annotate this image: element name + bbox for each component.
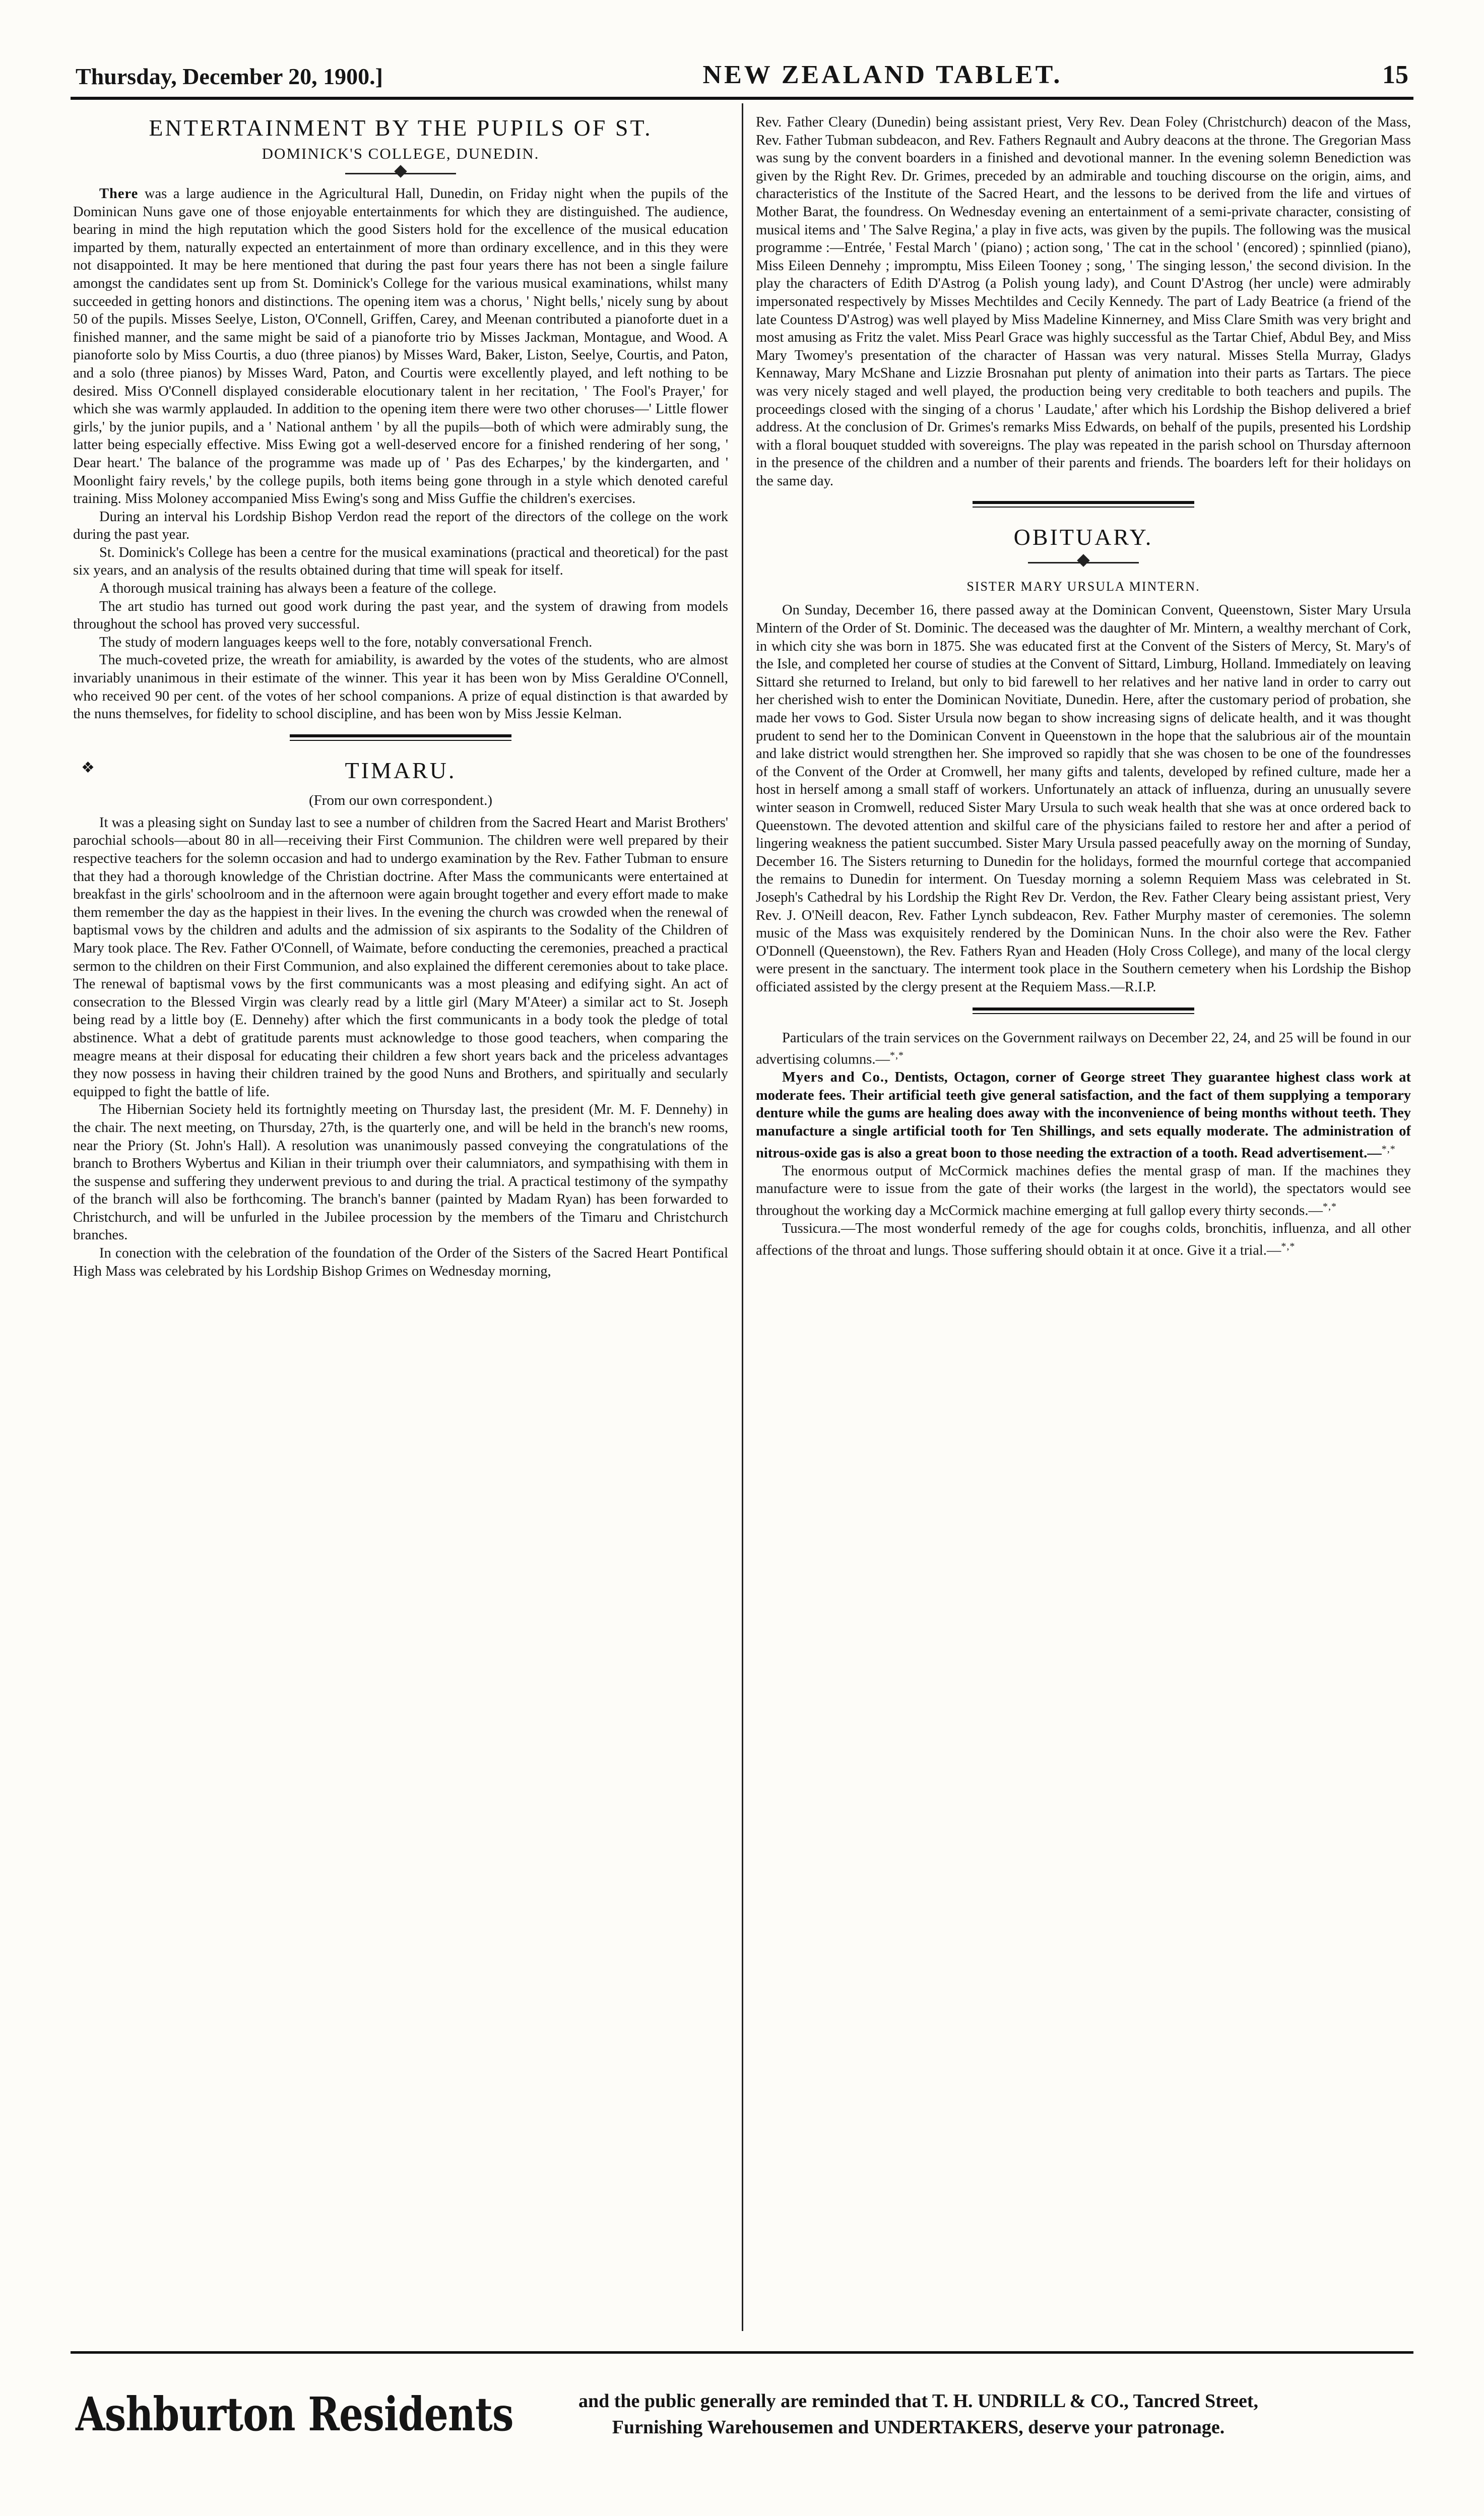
asterism: *,* (889, 1050, 904, 1061)
ornament-divider (73, 163, 728, 185)
left-column (73, 113, 728, 2321)
asterism: *,* (1322, 1201, 1337, 1212)
paragraph-continued: Rev. Father Cleary (Dunedin) being assistant priest, Very Rev. Dean Foley (Christchurch) deacon of the Mass, Rev. Father Tubman subdeacon, and Rev. Fathers Regnault and Aubry deacons at the throne. The Gregorian Mass was sung by the convent boarders in a finished and devotional manner. In the evening solemn Benediction was given by the Right Rev. Dr. Grimes, preceded by an admirable and touching discourse on the origin, aims, and characteristics of the Institute of the Sacred Heart, and the lessons to be derived from the life and virtues of Mother Barat, the foundress. On Wednesday evening an entertainment of a semi-private character, consisting of musical items and ' The Salve Regina,' a play in five acts, was given by the pupils. The following was the musical programme :—Entrée, ' Festal March ' (piano) ; action song, ' The cat in the school ' (encored) ; spinnlied (piano), Miss Eileen Dennehy ; impromptu, Miss Eileen Tooney ; song, ' The singing lesson,' the second division. In the play the characters of Edith D'Astrog (a Polish young lady), and Count D'Astrog (her uncle) were admirably impersonated respectively by Misses Mechtildes and Cecily Kennedy. The part of Lady Beatrice (a friend of the late Countess D'Astrog) was well played by Miss Madeline Kinnerney, and Miss Clare Smith was very bright and most amusing as Fritz the valet. Miss Pearl Grace was highly successful as the Tartar Chief, Abdul Bey, and Miss Mary Twomey's presentation of the character of Hassan was very natural. Misses Stella Murray, Gladys Kennaway, Mary McShane and Lizzie Brosnahan put plenty of animation into their parts as Tartars. The piece was very nicely staged and well played, the production being very creditable to both teachers and pupils. The proceedings closed with the singing of a chorus ' Laudate,' after which his Lordship the Bishop delivered a brief address. At the conclusion of Dr. Grimes's remarks Miss Edwards, on behalf of the pupils, presented his Lordship with a floral bouquet studded with sovereigns. The play was repeated in the parish school on Thursday afternoon in the presence of the children and a number of their parents and friends. The boarders left for their holidays on the same day. (756, 114, 1411, 489)
article-entertainment (73, 113, 728, 723)
article-obituary (756, 523, 1411, 996)
notice: Particulars of the train services on the Government railways on December 22, 24, and 25 will be found in our advertising columns.—*,* (756, 1030, 1411, 1067)
running-header (76, 29, 1408, 90)
ad-line: and the public generally are reminded that T. H. UNDRILL & CO., Tancred Street, (578, 2391, 1259, 2412)
paragraph: In conection with the celebration of the foundation of the Order of the Sisters of the Sacred Heart Pontifical High Mass was celebrated by his Lordship Bishop Grimes on Wednesday morning, (73, 1245, 728, 1279)
article-subtitle: DOMINICK'S COLLEGE, DUNEDIN. (262, 145, 540, 162)
paragraph: The much-coveted prize, the wreath for amiability, is awarded by the votes of the students, who are almost invariably unanimous in their estimate of the winner. This year it has been won by Miss Geraldine O'Connell, who received 90 per cent. of the votes of her school companions. A prize of equal distinction is that awarded by the nuns themselves, for fidelity to school discipline, and has been won by Miss Jessie Kelman. (73, 652, 728, 722)
paragraph: The art studio has turned out good work during the past year, and the system of drawing from models throughout the school has proved very successful. (73, 598, 728, 633)
footer-rule (71, 2351, 1413, 2354)
asterism: *,* (1381, 1143, 1396, 1155)
footer-advertisement (76, 2369, 1408, 2460)
paragraph: It was a pleasing sight on Sunday last to see a number of children from the Sacred Heart and Marist Brothers' parochial schools—about 80 in all—receiving their First Communion. The children were well prepared by their respective teachers for the solemn occasion and had to undergo examination by the Rev. Father Tubman to ensure that they had a thorough knowledge of the Christian doctrine. After Mass the communicants were entertained at breakfast in the girls' schoolroom and in the afternoon were again brought together and every effort made to make them remember the day as the happiest in their lives. In the evening the church was crowded when the renewal of baptismal vows by the children and adults and the admission of six aspirants to the Sodality of the Children of Mary took place. The Rev. Father O'Connell, of Waimate, before conducting the ceremonies, preached a practical sermon to the children on their First Communion, and also explained the different ceremonies about to take place. The renewal of baptismal vows by the first communicants was a most pleasing and edifying sight. An act of consecration to the Blessed Virgin was clearly read by a little girl (Mary M'Ateer) a similar act to St. Joseph being read by a little boy (E. Dennehy) after which the first communicants in a body took the pledge of total abstinence. What a debt of gratitude parents must acknowledge to those good teachers, when comparing the meagre means at their disposal for educating their children a few short years back and the priceless advantages they now possess in having their children trained by the good Nuns and Brothers, and spiritually and secularly equipped to fight the battle of life. (73, 814, 728, 1100)
page-number: 15 (1382, 60, 1408, 89)
section-rule (290, 734, 511, 741)
paragraph: St. Dominick's College has been a centre for the musical examinations (practical and theoretical) for the past six years, and an analysis of the results obtained during that time will speak for itself. (73, 544, 728, 579)
obituary-subhead: SISTER MARY URSULA MINTERN. (966, 579, 1200, 594)
notices (756, 1029, 1411, 1260)
article-title: TIMARU. (345, 757, 457, 783)
asterism: *,* (1281, 1240, 1296, 1252)
notice: The enormous output of McCormick machines defies the mental grasp of man. If the machines they manufacture were to issue from the gate of their works (the largest in the world), the spectators would see throughout the working day a McCormick machine emerging at full gallop every thirty seconds.—*,* (756, 1163, 1411, 1219)
paragraph: On Sunday, December 16, there passed away at the Dominican Convent, Queenstown, Sister Mary Ursula Mintern of the Order of St. Dominic. The deceased was the daughter of Mr. Mintern, a wealthy merchant of Cork, in which city she was born in 1875. She was educated first at the Convent of the Sisters of Mercy, St. Mary's of the Isle, and completed her course of studies at the Convent of Sittard, Limburg, Holland. Immediately on leaving Sittard she returned to Ireland, but only to bid farewell to her relatives and her native land in order to carry out her cherished wish to enter the Dominican Novitiate, Dunedin. Here, after the customary period of probation, she made her vows to God. Sister Ursula now began to show increasing signs of delicate health, and it was thought prudent to send her to the Dominican Convent in Queenstown in the hope that the salubrious air of the mountain and lake district would strengthen her. She improved so rapidly that she was chosen to be one of the foundresses of the Convent of the Order at Cromwell, her many gifts and talents, developed by refined culture, made her a host in herself among a small staff of workers. Unfortunately an attack of influenza, during an unusually severe winter season in Cromwell, reduced Sister Mary Ursula to such weak health that she was at once ordered back to Queenstown. The devoted attention and skilful care of the physicians failed to restore her and after a period of lingering weakness the patient succumbed. Sister Mary Ursula passed peacefully away on the morning of Sunday, December 16. The Sisters returning to Dunedin for the holidays, formed the mournful cortege that accompanied the remains to Dunedin for interment. On Tuesday morning a solemn Requiem Mass was celebrated in St. Joseph's Cathedral by his Lordship the Right Rev Dr. Verdon, the Rev. Father Cleary being assistant priest, Very Rev. J. O'Neill deacon, Rev. Father Lynch subdeacon, Rev. Father Murphy master of ceremonies. The solemn music of the Mass was exquisitely rendered by the Dominican Nuns. In the choir also were the Rev. Father O'Donnell (Queenstown), the Rev. Fathers Ryan and Headen (Holy Cross College), and many of the local clergy were present in the sanctuary. The interment took place in the Southern cemetery when his Lordship the Bishop officiated assisted by the clergy present at the Requiem Mass.—R.I.P. (756, 602, 1411, 995)
section-rule (973, 501, 1194, 508)
masthead: NEW ZEALAND TABLET. (702, 60, 1063, 89)
notice: Tussicura.—The most wonderful remedy of the age for coughs colds, bronchitis, influenza, and all other affections of the throat and lungs. Those suffering should obtain it at once. Give it a trial.—*,* (756, 1220, 1411, 1259)
byline: (From our own correspondent.) (308, 792, 493, 808)
timaru-heading (73, 756, 728, 785)
section-rule (973, 1008, 1194, 1014)
article-timaru (73, 756, 728, 1280)
header-rule (71, 97, 1413, 100)
printers-mark: ❖ (81, 759, 95, 776)
right-column (756, 113, 1411, 2321)
article-title: OBITUARY. (1013, 524, 1153, 550)
paragraph: The study of modern languages keeps well to the fore, notably conversational French. (99, 634, 593, 650)
lead-word: There (99, 186, 139, 202)
issue-date: Thursday, December 20, 1900.] (76, 64, 383, 89)
ad-headline: Ashburton Residents (76, 2387, 513, 2441)
article-title: ENTERTAINMENT BY THE PUPILS OF ST. (149, 115, 653, 141)
notice: Myers and Co., Dentists, Octagon, corner of George street They guarantee highest class work at moderate fees. Their artificial teeth give general satisfaction, and the fact of them supplying a temporary denture while the gums are healing does away with the inconvenience of being months without teeth. They manufacture a single artificial tooth for Ten Shillings, and sets equally moderate. The administration of nitrous-oxide gas is also a great boon to those needing the extraction of a tooth. Read advertisement.—*,* (756, 1070, 1411, 1161)
paragraph: During an interval his Lordship Bishop Verdon read the report of the directors of the college on the work during the past year. (73, 509, 728, 543)
ornament-divider (756, 552, 1411, 574)
ad-line: Furnishing Warehousemen and UNDERTAKERS, deserve your patronage. (612, 2417, 1225, 2438)
paragraph: A thorough musical training has always been a feature of the college. (99, 581, 497, 597)
column-divider (742, 103, 743, 2331)
paragraph: The Hibernian Society held its fortnightly meeting on Thursday last, the president (Mr. M. F. Dennehy) in the chair. The next meeting, on Thursday, 27th, is the quarterly one, and will be held in the branch's new rooms, near the Priory (St. John's Hall). A resolution was unanimously passed conveying the congratulations of the branch to Brothers Wybertus and Kilian in their triumph over their calumniators, and sympathising with them in the suspense and suffering they underwent previous to and during the trial. A practical testimony of the sympathy of the branch will also be forthcoming. The branch's banner (painted by Madam Ryan) has been forwarded to Christchurch, and will be unfurled in the Jubilee procession by the members of the Timaru and Christchurch branches. (73, 1102, 728, 1243)
ad-body (428, 2388, 1408, 2440)
paragraph: There was a large audience in the Agricultural Hall, Dunedin, on Friday night when the pupils of the Dominican Nuns gave one of those enjoyable entertainments for which they are distinguished. The audience, bearing in mind the high reputation which the good Sisters hold for the excellence of the musical education imparted by them, naturally expected an entertainment of more than ordinary excellence, and in this they were not disappointed. It may be here mentioned that during the past four years there has not been a single failure amongst the candidates sent up from St. Dominick's College for the various musical examinations, whilst many succeeded in getting honors and distinctions. The opening item was a chorus, ' Night bells,' nicely sung by about 50 of the pupils. Misses Seelye, Liston, O'Connell, Griffen, Carey, and Meenan contributed a pianoforte duet in a finished manner, and the same might be said of a pianoforte trio by Misses Jackman, Montague, and Wood. A pianoforte solo by Miss Courtis, a duo (three pianos) by Misses Ward, Baker, Liston, Seelye, Courtis, and Paton, and a solo (three pianos) by Misses Ward, Paton, and Courtis were excellently played, and left nothing to be desired. Miss O'Connell displayed considerable elocutionary talent in her recitation, ' The Fool's Prayer,' for which she was warmly applauded. In addition to the opening item there were two other choruses—' Little flower girls,' by the junior pupils, and a ' National anthem ' by all the pupils—both of which were admirably sung, the latter being especially effective. Miss Ewing got a well-deserved encore for a finished rendering of her song, ' Dear heart.' The balance of the programme was made up of ' Pas des Echarpes,' by the kindergarten, and ' Moonlight fairy revels,' by the college pupils, both items being gone through in a style which denoted careful training. Miss Moloney accompanied Miss Ewing's song and Miss Guffie the children's exercises. (73, 186, 728, 507)
notice-lead: Myers and Co., (782, 1070, 889, 1086)
